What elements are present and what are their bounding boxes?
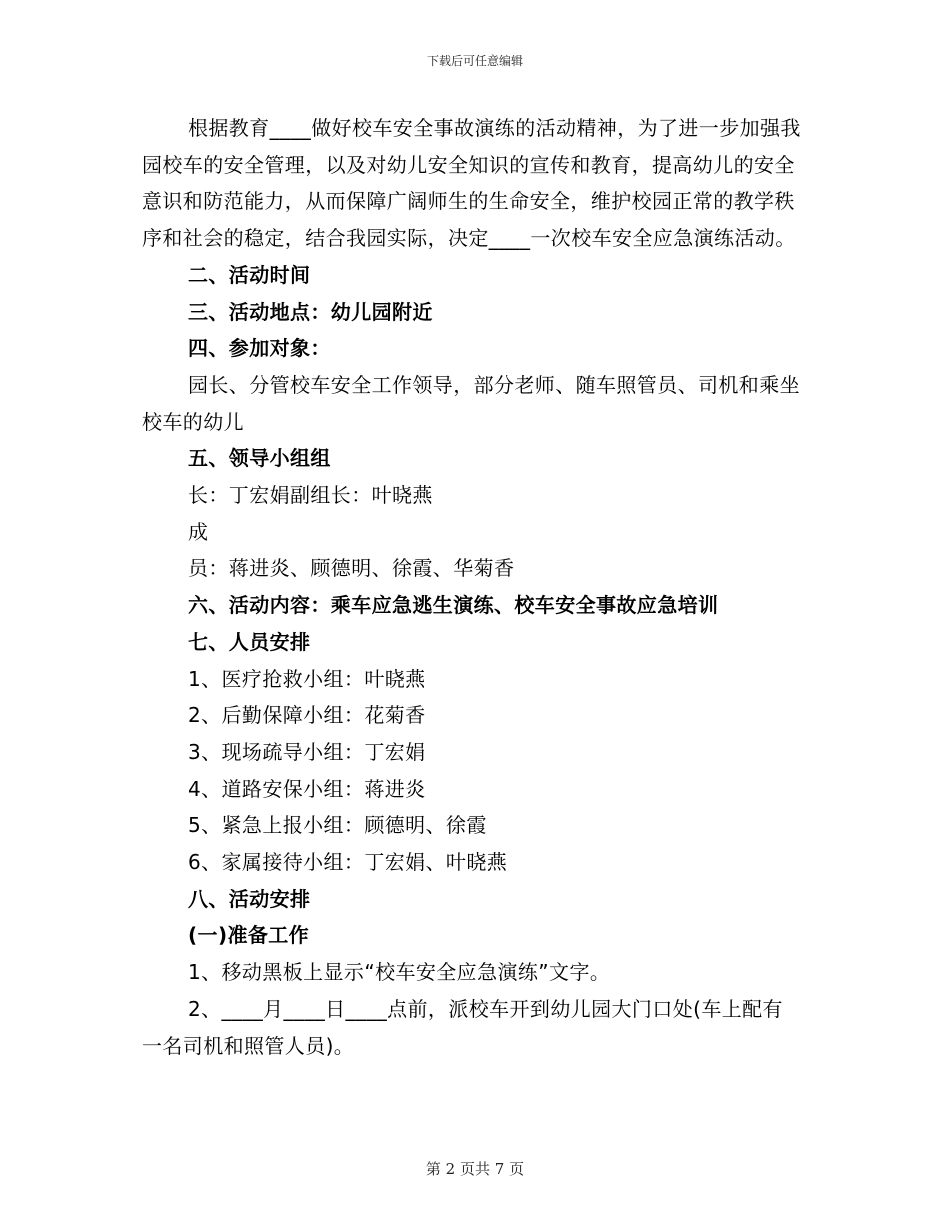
page-footer: 第 2 页共 7 页	[425, 1160, 525, 1178]
section-heading-arrangement: 八、活动安排	[188, 886, 311, 911]
subsection-heading-preparation: (一)准备工作	[188, 923, 310, 948]
section-heading-location: 三、活动地点：幼儿园附近	[188, 299, 433, 324]
section-heading-leadership: 五、领导小组组	[188, 446, 331, 471]
page-header: 下载后可任意编辑	[426, 54, 523, 68]
staffing-item: 4、道路安保小组：蒋进炎	[188, 776, 426, 801]
section-heading-content: 六、活动内容：乘车应急逃生演练、校车安全事故应急培训	[188, 593, 719, 618]
staffing-item: 6、家属接待小组：丁宏娟、叶晓燕	[188, 850, 508, 875]
staffing-item: 2、后勤保障小组：花菊香	[188, 703, 426, 728]
staffing-item: 3、现场疏导小组：丁宏娟	[188, 739, 426, 764]
leadership-members-line: 员：蒋进炎、顾德明、徐霞、华菊香	[188, 556, 515, 581]
section-heading-time: 二、活动时间	[188, 262, 311, 287]
staffing-item: 5、紧急上报小组：顾德明、徐霞	[188, 813, 487, 838]
section-heading-staffing: 七、人员安排	[188, 629, 311, 654]
preparation-item-2: 2、____月____日____点前，派校车开到幼儿园大门口处(车上配有一名司机和照管人员)。	[142, 996, 783, 1058]
section-heading-participants: 四、参加对象：	[188, 336, 331, 361]
preparation-item-1: 1、移动黑板上显示“校车安全应急演练”文字。	[188, 960, 611, 985]
participants-paragraph: 园长、分管校车安全工作领导，部分老师、随车照管员、司机和乘坐校车的幼儿	[142, 372, 800, 434]
leadership-leader-line: 长：丁宏娟副组长：叶晓燕	[188, 483, 433, 508]
staffing-item: 1、医疗抢救小组：叶晓燕	[188, 666, 426, 691]
intro-paragraph: 根据教育____做好校车安全事故演练的活动精神，为了进一步加强我园校车的安全管理，以及对幼儿安全知识的宣传和教育，提高幼儿的安全意识和防范能力，从而保障广阔师生的生命安全，维护校园正常的教学秩序和社会的稳定，结合我园实际，决定____一次校车安全应急演练活动。	[142, 116, 801, 251]
leadership-members-label: 成	[188, 519, 209, 544]
document-body	[142, 110, 802, 1064]
